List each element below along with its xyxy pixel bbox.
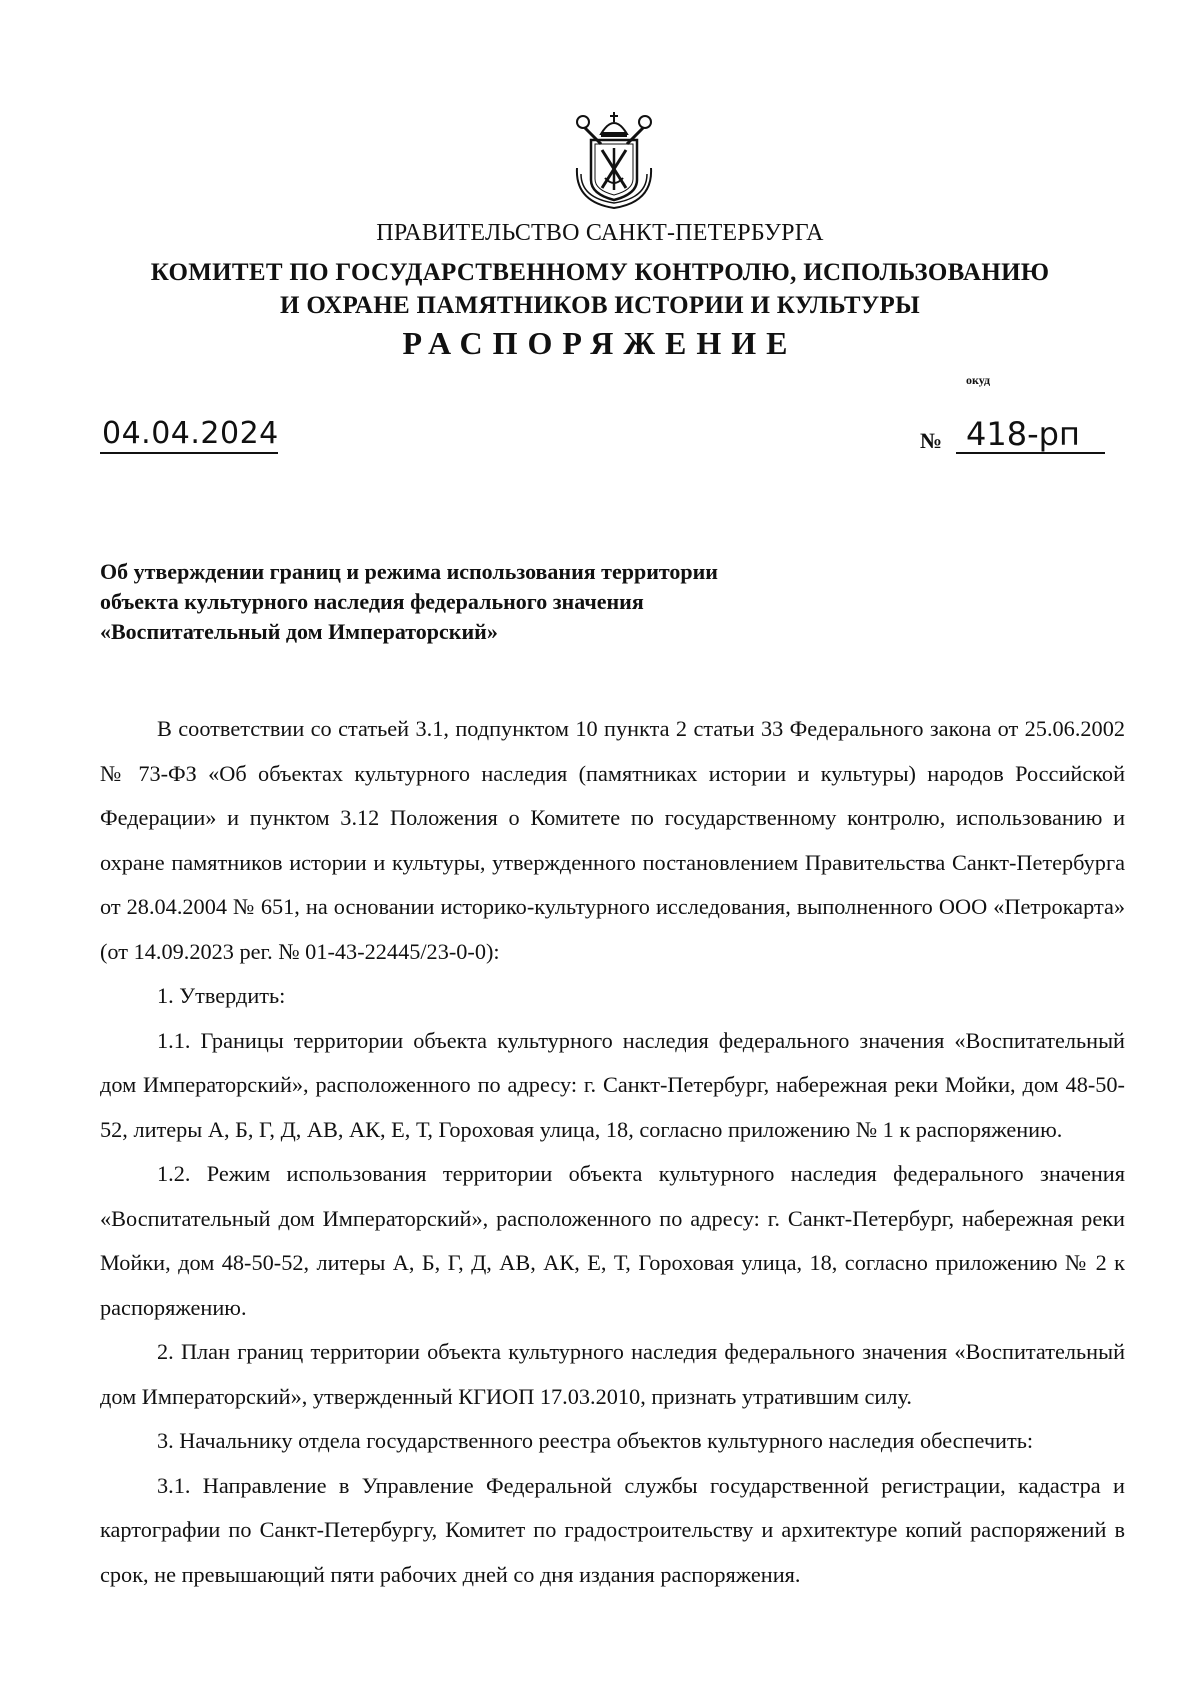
- number-value: 418-рп: [956, 416, 1105, 454]
- committee-name-line-2: И ОХРАНЕ ПАМЯТНИКОВ ИСТОРИИ И КУЛЬТУРЫ: [280, 292, 920, 319]
- government-name: ПРАВИТЕЛЬСТВО САНКТ-ПЕТЕРБУРГА: [376, 220, 824, 246]
- document-number: [920, 416, 1105, 456]
- committee-name: [0, 256, 1200, 322]
- okud-label: окуд: [966, 373, 991, 387]
- subject-line-2: объекта культурного наследия федерального значения: [100, 589, 644, 614]
- item-3: 3. Начальнику отдела государственного реестра объектов культурного наследия обеспечить:: [157, 1428, 1034, 1453]
- committee-name-line-1: КОМИТЕТ ПО ГОСУДАРСТВЕННОМУ КОНТРОЛЮ, ИСПОЛЬЗОВАНИЮ: [150, 259, 1050, 286]
- document-subject: [100, 557, 860, 647]
- number-sign: №: [920, 428, 943, 453]
- document-date: 04.04.2024: [100, 416, 278, 454]
- preamble-paragraph: В соответствии со статьей 3.1, подпунктом 10 пункта 2 статьи 33 Федерального закона от 25.06.2002 № 73-ФЗ «Об объектах культурного наследия (памятниках истории и культуры) народов Российской Федерации» и пунктом 3.12 Положения о Комитете по государственному контролю, использованию и охране памятников истории и культуры, утвержденного постановлением Правительства Санкт-Петербурга от 28.04.2004 № 651, на основании историко-культурного исследования, выполненного ООО «Петрокарта» (от 14.09.2023 рег. № 01-43-22445/23-0-0):: [100, 716, 1125, 964]
- document-body: [100, 707, 1125, 1597]
- item-1: 1. Утвердить:: [157, 983, 286, 1008]
- item-3-1: 3.1. Направление в Управление Федеральной службы государственной регистрации, кадастра и картографии по Санкт-Петербургу, Комитет по градостроительству и архитектуре копий распоряжений в срок, не превышающий пяти рабочих дней со дня издания распоряжения.: [100, 1472, 1125, 1587]
- item-2: 2. План границ территории объекта культурного наследия федерального значения «Воспитательный дом Императорский», утвержденный КГИОП 17.03.2010, признать утратившим силу.: [100, 1339, 1125, 1409]
- subject-line-3: «Воспитательный дом Императорский»: [100, 619, 498, 644]
- item-1-1: 1.1. Границы территории объекта культурного наследия федерального значения «Воспитательный дом Императорский», расположенного по адресу: г. Санкт-Петербург, набережная реки Мойки, дом 48-50-52, литеры А, Б, Г, Д, АВ, АК, Е, Т, Гороховая улица, 18, согласно приложению № 1 к распоряжению.: [100, 1027, 1125, 1142]
- item-1-2: 1.2. Режим использования территории объекта культурного наследия федерального значения «Воспитательный дом Императорский», расположенного по адресу: г. Санкт-Петербург, набережная реки Мойки, дом 48-50-52, литеры А, Б, Г, Д, АВ, АК, Е, Т, Гороховая улица, 18, согласно приложению № 2 к распоряжению.: [100, 1161, 1125, 1320]
- subject-line-1: Об утверждении границ и режима использования территории: [100, 559, 718, 584]
- document-type: РАСПОРЯЖЕНИЕ: [402, 325, 798, 361]
- saint-petersburg-coat-of-arms-icon: [571, 108, 657, 212]
